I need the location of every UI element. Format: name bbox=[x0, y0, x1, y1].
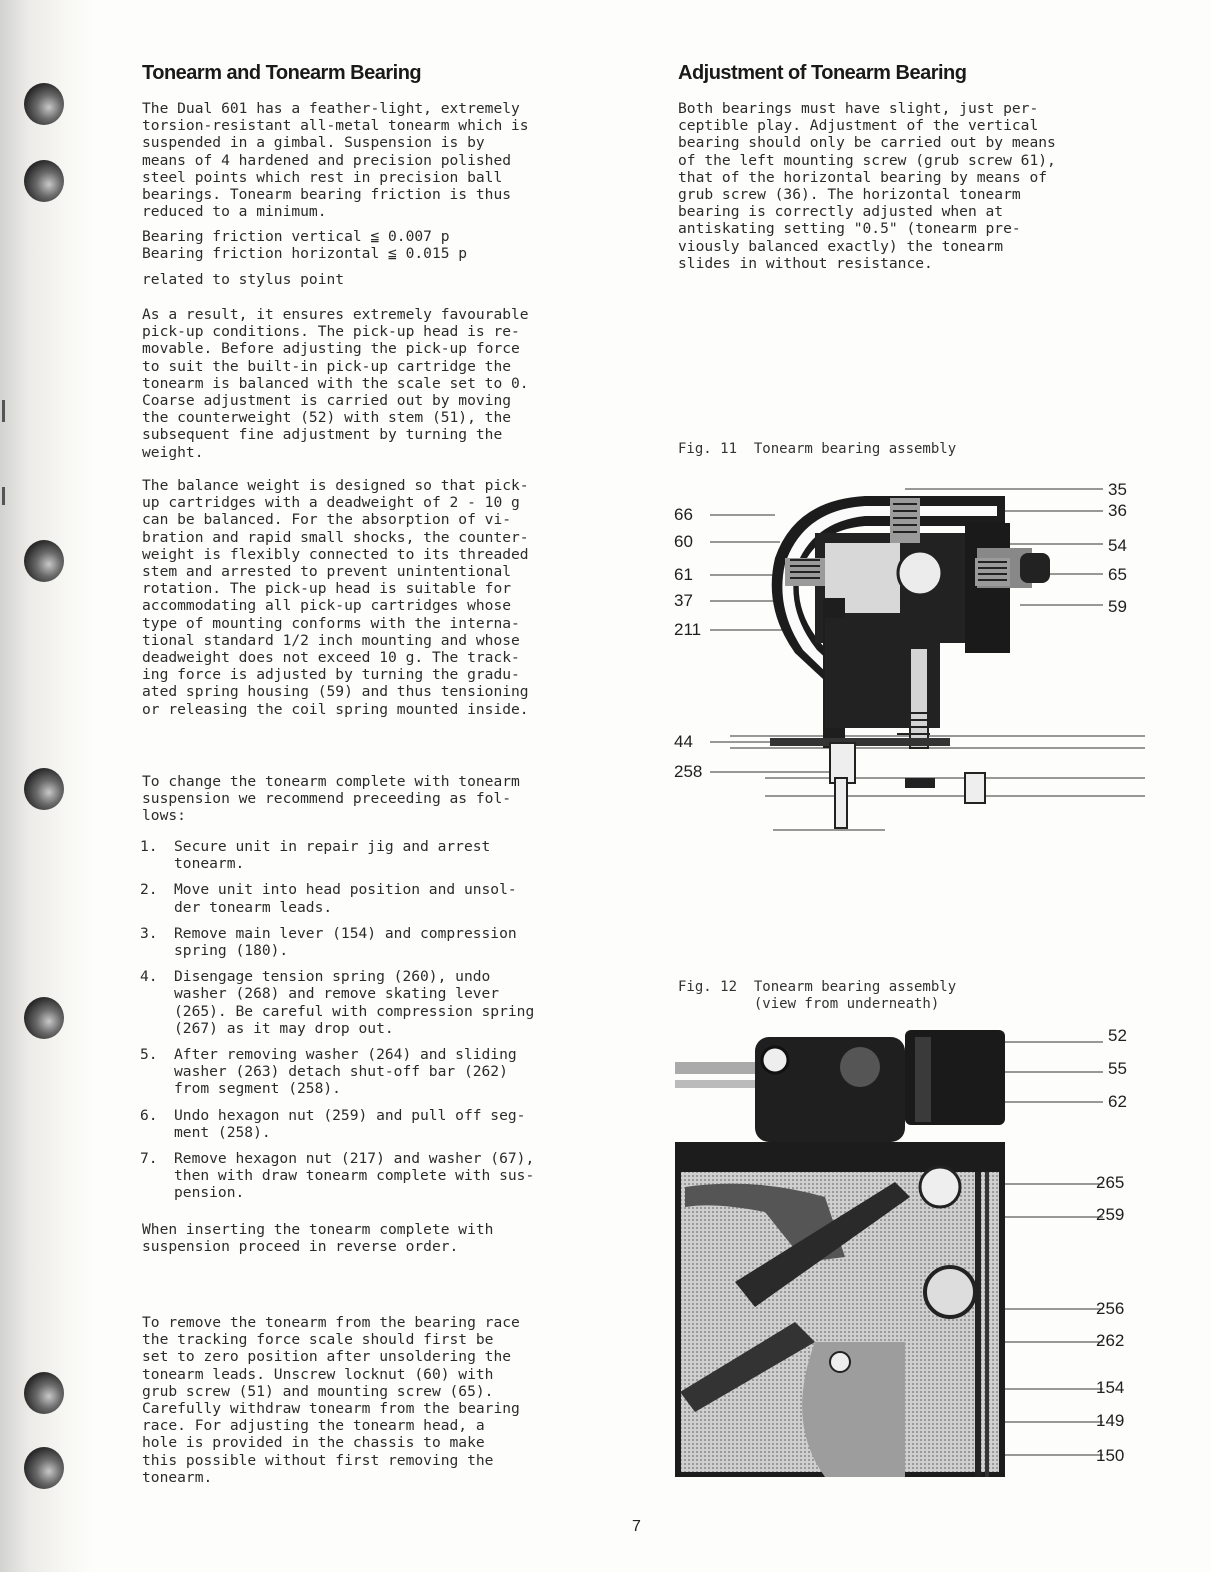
fig11-label: 36 bbox=[1108, 501, 1127, 520]
fig12-label: 150 bbox=[1096, 1446, 1125, 1465]
step-item bbox=[140, 881, 610, 915]
step-number: 5. bbox=[140, 1046, 158, 1064]
change-tonearm-paragraph: To change the tonearm complete with tonearm suspension we recommend preceeding as fol- lows: bbox=[142, 773, 520, 825]
fig11-label: 59 bbox=[1108, 597, 1127, 616]
fig11-label: 258 bbox=[674, 762, 703, 781]
remove-tonearm-paragraph: To remove the tonearm from the bearing race the tracking force scale should first be set to zero position after unsoldering the tonearm leads. Unscrew locknut (60) with grub screw (51) and mounting screw (65). Carefully withdraw tonearm from the bearing race. For adjusting the tonearm head, a hole is provided in the chassis to make this possible without first removing the tonearm. bbox=[142, 1314, 520, 1486]
page-number: 7 bbox=[632, 1518, 641, 1535]
edge-mark bbox=[2, 487, 5, 505]
fig11-label: 35 bbox=[1108, 480, 1127, 499]
step-text: Move unit into head position and unsol- der tonearm leads. bbox=[174, 881, 517, 916]
left-heading: Tonearm and Tonearm Bearing bbox=[142, 62, 422, 84]
procedure-steps bbox=[140, 838, 610, 1211]
adjustment-paragraph: Both bearings must have slight, just per- ceptible play. Adjustment of the vertical bearing should only be carried out by means of the left mounting screw (grub screw 61), that of the horizontal bearing by means of grub screw (36). The horizontal tonearm bearing is correctly adjusted when at antiskating setting "0.5" (tonearm pre- viously balanced exactly) the tonearm slides in without resistance. bbox=[678, 100, 1056, 272]
right-heading: Adjustment of Tonearm Bearing bbox=[678, 62, 967, 84]
step-number: 4. bbox=[140, 968, 158, 986]
fig12-label: 265 bbox=[1096, 1173, 1125, 1192]
punch-hole bbox=[24, 1372, 64, 1414]
step-number: 7. bbox=[140, 1150, 158, 1168]
punch-hole bbox=[24, 160, 64, 202]
step-item bbox=[140, 1107, 610, 1141]
fig12-label: 62 bbox=[1108, 1092, 1127, 1111]
fig12-label: 149 bbox=[1096, 1411, 1125, 1430]
reinsert-paragraph: When inserting the tonearm complete with suspension proceed in reverse order. bbox=[142, 1221, 494, 1256]
step-number: 2. bbox=[140, 881, 158, 899]
step-item bbox=[140, 1150, 610, 1202]
step-item bbox=[140, 968, 610, 1037]
fig12-label: 256 bbox=[1096, 1299, 1125, 1318]
fig11-caption: Fig. 11 Tonearm bearing assembly bbox=[678, 441, 957, 457]
fig12-label: 259 bbox=[1096, 1205, 1125, 1224]
step-text: Undo hexagon nut (259) and pull off seg- ment (258). bbox=[174, 1106, 526, 1141]
fig11-label: 211 bbox=[674, 620, 702, 639]
fig12-label: 55 bbox=[1108, 1059, 1127, 1078]
related-note: related to stylus point bbox=[142, 271, 345, 288]
step-text: Remove main lever (154) and compression spring (180). bbox=[174, 924, 517, 960]
step-item bbox=[140, 838, 610, 872]
punch-hole bbox=[24, 540, 64, 582]
fig11-label: 60 bbox=[674, 532, 693, 551]
punch-hole bbox=[24, 83, 64, 125]
fig11-diagram bbox=[675, 478, 1145, 838]
fig12-photo bbox=[675, 1022, 1145, 1477]
step-text: Secure unit in repair jig and arrest tonearm. bbox=[174, 838, 491, 873]
fig12-label: 154 bbox=[1096, 1378, 1125, 1397]
step-number: 1. bbox=[140, 838, 158, 855]
fig11-label: 61 bbox=[674, 565, 693, 584]
fig12-label: 262 bbox=[1096, 1331, 1125, 1350]
fig11-label: 37 bbox=[674, 591, 693, 610]
fig12-caption: Fig. 12 Tonearm bearing assembly (view from underneath) bbox=[678, 979, 957, 1012]
punch-hole bbox=[24, 768, 64, 810]
edge-mark bbox=[2, 400, 5, 422]
step-item bbox=[140, 925, 610, 959]
step-text: Remove hexagon nut (217) and washer (67), then with draw tonearm complete with sus- pension. bbox=[174, 1150, 535, 1202]
punch-hole bbox=[24, 997, 64, 1039]
fig11-label: 66 bbox=[674, 505, 693, 524]
balance-paragraph: As a result, it ensures extremely favourable pick-up conditions. The pick-up head is re- movable. Before adjusting the pick-up force to suit the built-in pick-up cartridge the tonearm is balanced with the scale set to 0. Coarse adjustment is carried out by moving the counterweight (52) with stem (51), the subsequent fine adjustment by turning the weight. bbox=[142, 306, 529, 461]
step-number: 3. bbox=[140, 924, 158, 942]
intro-paragraph: The Dual 601 has a feather-light, extremely torsion-resistant all-metal tonearm which is suspended in a gimbal. Suspension is by means of 4 hardened and precision polished steel points which rest in precision ball bearings. Tonearm bearing friction is thus reduced to a minimum. bbox=[142, 100, 529, 221]
step-text: Disengage tension spring (260), undo washer (268) and remove skating lever (265). Be careful with compression spring (267) as it may drop out. bbox=[174, 968, 535, 1037]
step-text: After removing washer (264) and sliding washer (263) detach shut-off bar (262) from segment (258). bbox=[174, 1046, 517, 1098]
fig11-label: 54 bbox=[1108, 536, 1127, 555]
step-number: 6. bbox=[140, 1106, 158, 1124]
fig11-label: 44 bbox=[674, 732, 693, 751]
fig12-label: 52 bbox=[1108, 1026, 1127, 1045]
balance-weight-paragraph: The balance weight is designed so that pick- up cartridges with a deadweight of 2 - 10 g can be balanced. For the absorption of vi- bration and rapid small shocks, the counter- weight is flexibly connected to its threaded stem and arrested to prevent unintentional rotation. The pick-up head is suitable for accommodating all pick-up cartridges whose type of mounting conforms with the interna- tional standard 1/2 inch mounting and whose deadweight does not exceed 10 g. The track- ing force is adjusted by turning the gradu- ated spring housing (59) and thus tensioning or releasing the coil spring mounted inside. bbox=[142, 477, 529, 718]
fig11-label: 65 bbox=[1108, 565, 1127, 584]
friction-vertical: Bearing friction vertical ≦ 0.007 p bbox=[142, 228, 450, 245]
punch-hole bbox=[24, 1447, 64, 1489]
step-item bbox=[140, 1046, 610, 1098]
friction-horizontal: Bearing friction horizontal ≦ 0.015 p bbox=[142, 245, 468, 262]
